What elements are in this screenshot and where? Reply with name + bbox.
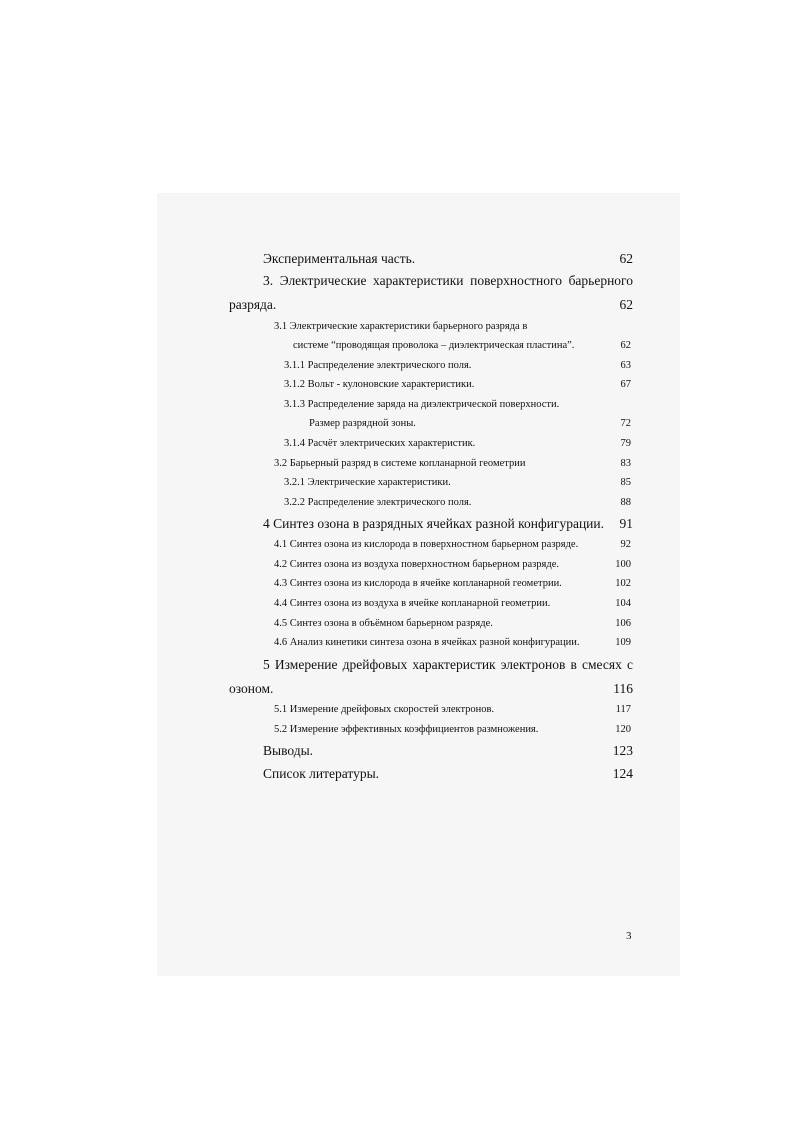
toc-4-2-label: 4.2 Синтез озона из воздуха поверхностном барьерном разряде. bbox=[274, 559, 560, 570]
toc-4-2-page: 100 bbox=[615, 559, 631, 570]
toc-ch3-line2: разряда. bbox=[229, 297, 277, 312]
toc-3-2-2-label: 3.2.2 Распределение электрического поля. bbox=[284, 497, 472, 508]
toc-3-2-label: 3.2 Барьерный разряд в системе копланарной геометрии bbox=[274, 458, 526, 469]
toc-experimental-page: 62 bbox=[619, 251, 633, 266]
toc-ch5-line2: озоном. bbox=[229, 681, 274, 696]
toc-5-2-page: 120 bbox=[615, 724, 631, 735]
toc-3-1-3-page: 72 bbox=[620, 418, 631, 429]
toc-3-2-1-label: 3.2.1 Электрические характеристики. bbox=[284, 477, 451, 488]
toc-4-6-label: 4.6 Анализ кинетики синтеза озона в ячейках разной конфигурации. bbox=[274, 637, 580, 648]
toc-3-2-1-page: 85 bbox=[620, 477, 631, 488]
toc-4-3-page: 102 bbox=[615, 578, 631, 589]
toc-3-1-3-line2: Размер разрядной зоны. bbox=[309, 418, 416, 429]
toc-5-2-label: 5.2 Измерение эффективных коэффициентов размножения. bbox=[274, 724, 539, 735]
toc-5-1-page: 117 bbox=[615, 704, 631, 715]
toc-4-3-label: 4.3 Синтез озона из кислорода в ячейке копланарной геометрии. bbox=[274, 578, 562, 589]
toc-4-4-page: 104 bbox=[615, 598, 631, 609]
toc-3-1-line2: системе “проводящая проволока – диэлектрическая пластина”. bbox=[293, 340, 575, 351]
toc-3-1-2-label: 3.1.2 Вольт - кулоновские характеристики. bbox=[284, 379, 475, 390]
toc-4-1-label: 4.1 Синтез озона из кислорода в поверхностном барьерном разряде. bbox=[274, 539, 579, 550]
toc-references-label: Список литературы. bbox=[263, 766, 380, 781]
toc-4-5-label: 4.5 Синтез озона в объёмном барьерном разряде. bbox=[274, 618, 493, 629]
toc-ch5-page: 116 bbox=[613, 681, 633, 696]
toc-3-2-2-page: 88 bbox=[620, 497, 631, 508]
toc-3-1-4-label: 3.1.4 Расчёт электрических характеристик. bbox=[284, 438, 476, 449]
toc-conclusions-label: Выводы. bbox=[263, 743, 314, 758]
toc-4-1-page: 92 bbox=[620, 539, 631, 550]
toc-ch4-label: 4 Синтез озона в разрядных ячейках разной конфигурации. bbox=[263, 516, 604, 531]
toc-3-1-page: 62 bbox=[620, 340, 631, 351]
toc-ch3-page: 62 bbox=[619, 297, 633, 312]
toc-4-6-page: 109 bbox=[615, 637, 631, 648]
toc-3-1-line1: 3.1 Электрические характеристики барьерного разряда в bbox=[274, 321, 528, 332]
toc-3-1-1-page: 63 bbox=[620, 360, 631, 371]
toc-ch4-page: 91 bbox=[619, 516, 633, 531]
toc-references-page: 124 bbox=[612, 766, 633, 781]
toc-5-1-label: 5.1 Измерение дрейфовых скоростей электронов. bbox=[274, 704, 495, 715]
toc-3-1-1-label: 3.1.1 Распределение электрического поля. bbox=[284, 360, 472, 371]
toc-4-4-label: 4.4 Синтез озона из воздуха в ячейке копланарной геометрии. bbox=[274, 598, 551, 609]
toc-experimental-label: Экспериментальная часть. bbox=[263, 251, 416, 266]
toc-3-1-4-page: 79 bbox=[620, 438, 631, 449]
toc-3-1-3-line1: 3.1.3 Распределение заряда на диэлектрической поверхности. bbox=[284, 399, 560, 410]
toc-3-1-2-page: 67 bbox=[620, 379, 631, 390]
page-number: 3 bbox=[626, 930, 632, 942]
toc-conclusions-page: 123 bbox=[612, 743, 633, 758]
toc-ch5-line1: 5 Измерение дрейфовых характеристик электронов в смесях с bbox=[263, 657, 633, 672]
toc-ch3-line1: 3. Электрические характеристики поверхностного барьерного bbox=[263, 273, 633, 288]
toc-3-2-page: 83 bbox=[620, 458, 631, 469]
toc-4-5-page: 106 bbox=[615, 618, 631, 629]
